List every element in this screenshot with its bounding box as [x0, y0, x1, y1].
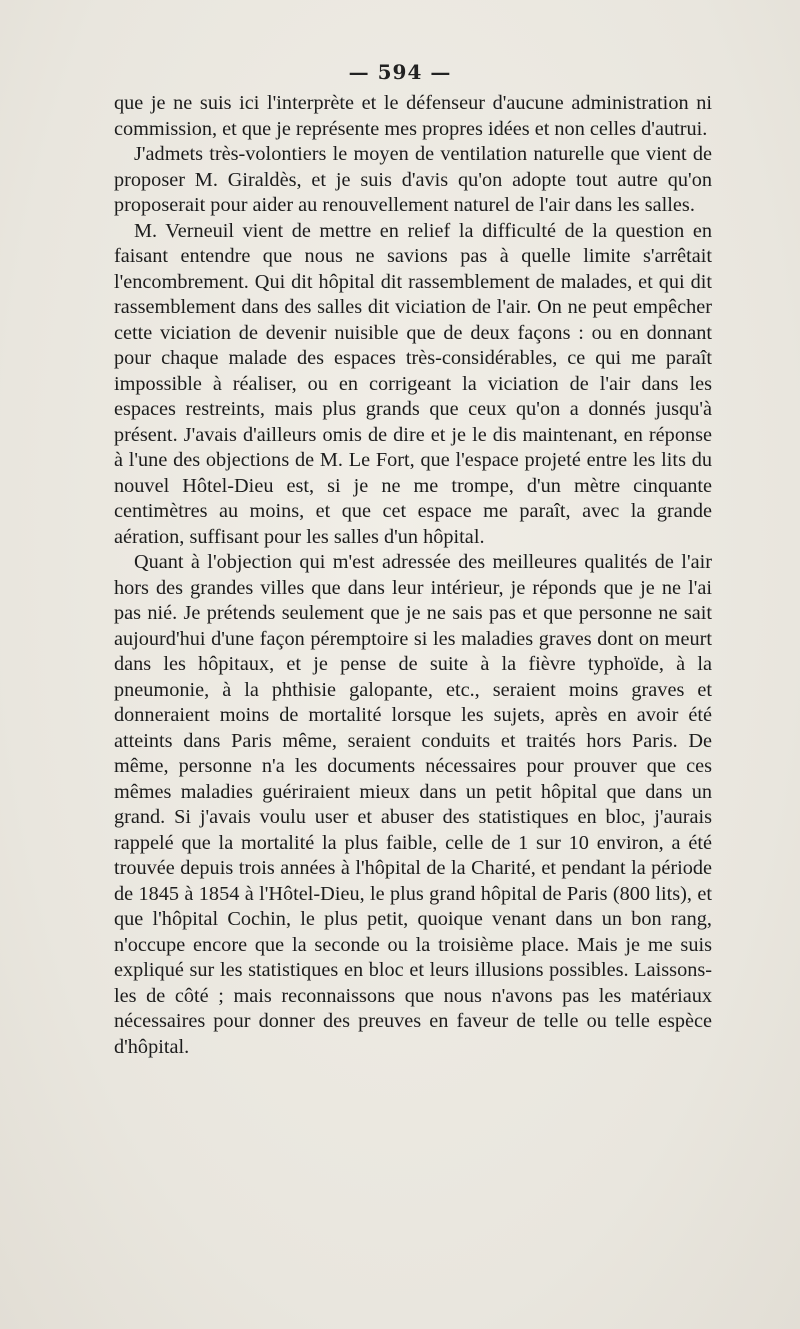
paragraph-1: que je ne suis ici l'interprète et le défenseur d'aucune administration ni commission, et que je représente mes propres idées et non celles d'autrui. [114, 92, 712, 140]
paragraph-3: M. Verneuil vient de mettre en relief la difficulté de la question en faisant entendre que nous ne savions pas à quelle limite s'arrêtait l'encombrement. Qui dit hôpital dit rassemblement de malades, et qui dit rassemblement dans des salles dit viciation de l'air. On ne peut empêcher cette viciation de devenir nuisible que de deux façons : ou en donnant pour chaque malade des espaces très-considérables, ce qui me paraît impossible à réaliser, ou en corrigeant la viciation de l'air dans les espaces restreints, mais plus grands que ceux qu'on a donnés jusqu'à présent. J'avais d'ailleurs omis de dire et je le dis maintenant, en réponse à l'une des objections de M. Le Fort, que l'espace projeté entre les lits du nouvel Hôtel-Dieu est, si je ne me trompe, d'un mètre cinquante centimètres au moins, et que cet espace me paraît, avec la grande aération, suffisant pour les salles d'un hôpital. [114, 219, 712, 548]
paragraph-2: J'admets très-volontiers le moyen de ventilation naturelle que vient de proposer M. Giraldès, et je suis d'avis qu'on adopte tout autre qu'on proposerait pour aider au renouvellement naturel de l'air dans les salles. [114, 143, 712, 216]
body-text [114, 91, 712, 1060]
paragraph-4: Quant à l'objection qui m'est adressée des meilleures qualités de l'air hors des grandes villes que dans leur intérieur, je réponds que je ne l'ai pas nié. Je prétends seulement que je ne sais pas et que personne ne sait aujourd'hui d'une façon péremptoire si les maladies graves dont on meurt dans les hôpitaux, et je pense de suite à la fièvre typhoïde, à la pneumonie, à la phthisie galopante, etc., seraient moins graves et donneraient moins de mortalité lorsque les sujets, après en avoir été atteints dans Paris même, seraient conduits et traités hors Paris. De même, personne n'a les documents nécessaires pour prouver que ces mêmes maladies guériraient mieux dans un petit hôpital que dans un grand. Si j'avais voulu user et abuser des statistiques en bloc, j'aurais rappelé que la mortalité la plus faible, celle de 1 sur 10 environ, a été trouvée depuis trois années à l'hôpital de la Charité, et pendant la période de 1845 à 1854 à l'Hôtel-Dieu, le plus grand hôpital de Paris (800 lits), et que l'hôpital Cochin, le plus petit, quoique venant dans un bon rang, n'occupe encore que la seconde ou la troisième place. Mais je me suis expliqué sur les statistiques en bloc et leurs illusions possibles. Laissons-les de côté ; mais reconnaissons que nous n'avons pas les matériaux nécessaires pour donner des preuves en faveur de telle ou telle espèce d'hôpital. [114, 551, 712, 1058]
page-number: — 594 — [348, 60, 452, 84]
